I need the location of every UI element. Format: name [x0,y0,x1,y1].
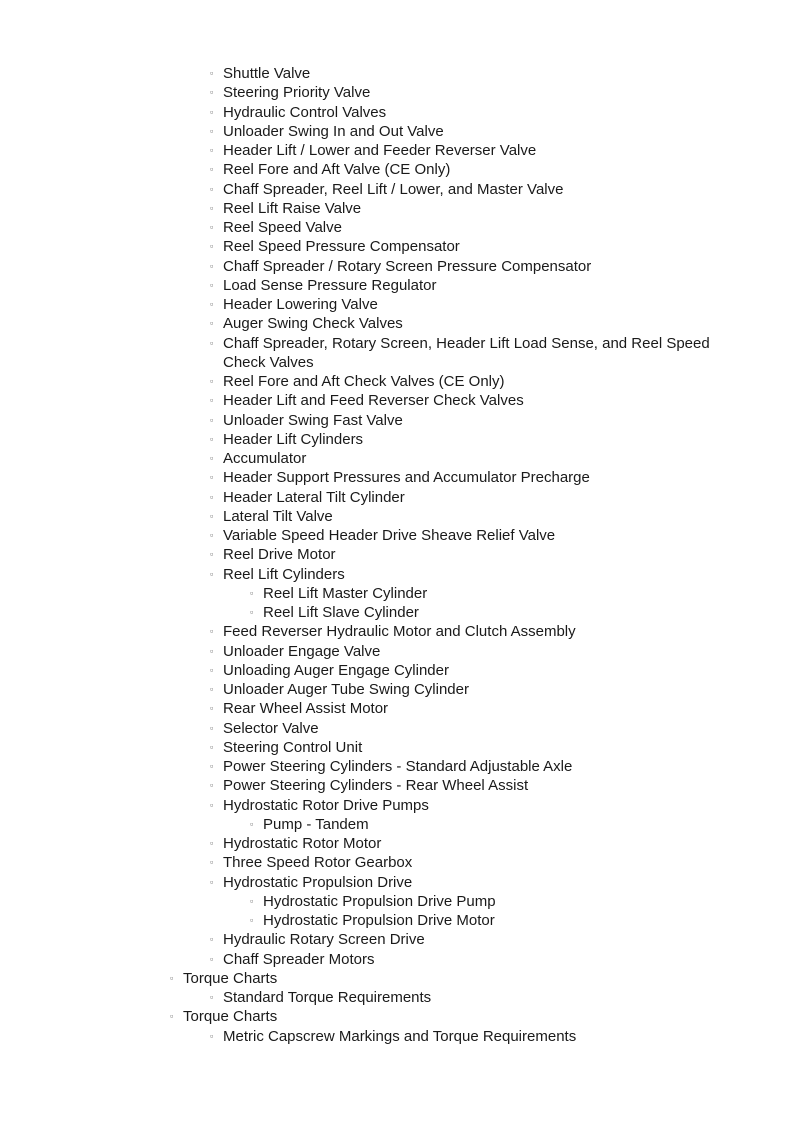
toc-entry-label: Header Lowering Valve [223,296,378,313]
list-bullet-icon: ▫ [210,145,214,155]
list-bullet-icon: ▫ [210,241,214,252]
toc-entry-label: Torque Charts [183,1008,278,1026]
toc-entry[interactable] [0,83,794,102]
toc-entry-label: Header Support Pressures and Accumulator Precharge [223,469,590,487]
toc-entry[interactable] [0,853,794,872]
toc-entry[interactable] [0,334,743,373]
toc-entry-label: Steering Control Unit [223,738,363,756]
list-bullet-icon: ▫ [210,684,214,694]
toc-entry-label: Torque Charts [183,969,278,987]
toc-entry[interactable] [0,950,794,969]
toc-entry-label: Header Lift and Feed Reverser Check Valves [223,392,524,410]
list-bullet-icon: ▫ [210,645,214,656]
toc-entry[interactable] [0,488,794,507]
list-bullet-icon: ▫ [250,587,254,598]
toc-entry-label: Hydraulic Rotary Screen Drive [223,931,425,949]
toc-entry-label: Hydrostatic Propulsion Drive Pump [263,892,496,910]
toc-entry[interactable] [0,64,794,83]
toc-entry[interactable] [0,642,794,661]
toc-entry-label: Hydrostatic Propulsion Drive Motor [263,912,495,929]
toc-entry[interactable] [0,276,794,295]
toc-entry[interactable] [0,969,794,988]
toc-entry-label: Unloader Swing Fast Valve [223,411,403,429]
list-bullet-icon: ▫ [210,414,214,425]
toc-entry-label: Hydrostatic Rotor Drive Pumps [223,796,429,814]
toc-entry[interactable] [0,526,794,545]
list-bullet-icon: ▫ [210,530,214,540]
toc-entry-label: Header Lift Cylinders [223,430,364,448]
toc-entry-label: Lateral Tilt Valve [223,507,333,525]
toc-entry[interactable] [0,565,794,584]
toc-entry-label: Reel Lift Raise Valve [223,199,362,217]
toc-entry-label: Unloader Engage Valve [223,642,381,660]
list-bullet-icon: ▫ [210,87,214,98]
toc-entry-label: Chaff Spreader / Rotary Screen Pressure Compensator [223,257,592,275]
list-bullet-icon: ▫ [210,780,214,791]
toc-entry-label: Chaff Spreader, Rotary Screen, Header Lift Load Sense, and Reel Speed Check Valves [223,334,710,371]
toc-entry-label: Reel Drive Motor [223,546,336,564]
toc-entry-label: Unloader Auger Tube Swing Cylinder [223,681,469,698]
toc-entry-label: Selector Valve [223,719,319,737]
toc-entry[interactable] [0,257,794,276]
toc-entry-label: Reel Lift Slave Cylinder [263,604,419,621]
list-bullet-icon: ▫ [210,453,214,463]
toc-entry-label: Auger Swing Check Valves [223,315,403,333]
list-bullet-icon: ▫ [210,664,214,675]
list-bullet-icon: ▫ [210,703,214,714]
toc-entry[interactable] [0,103,794,122]
toc-entry-label: Three Speed Rotor Gearbox [223,854,413,872]
list-bullet-icon: ▫ [210,164,214,175]
toc-entry[interactable] [0,411,794,430]
toc-entry[interactable] [0,141,794,160]
toc-entry[interactable] [0,661,794,680]
list-bullet-icon: ▫ [210,992,214,1002]
toc-entry-label: Chaff Spreader Motors [223,950,375,968]
list-bullet-icon: ▫ [210,838,214,848]
list-bullet-icon: ▫ [210,337,214,348]
list-bullet-icon: ▫ [210,299,214,309]
toc-entry-label: Variable Speed Header Drive Sheave Relief Valve [223,527,556,544]
list-bullet-icon: ▫ [210,183,214,194]
list-bullet-icon: ▫ [170,1011,174,1022]
list-bullet-icon: ▫ [210,68,214,78]
toc-entry[interactable] [0,1007,794,1026]
toc-entry[interactable] [0,873,794,892]
toc-entry[interactable] [0,468,794,487]
toc-entry-label: Reel Speed Valve [223,219,342,236]
toc-entry-label: Hydrostatic Rotor Motor [223,835,382,852]
list-bullet-icon: ▫ [210,857,214,868]
toc-entry-label: Reel Lift Cylinders [223,565,345,583]
toc-entry-label: Rear Wheel Assist Motor [223,700,389,718]
list-bullet-icon: ▫ [210,799,214,810]
list-bullet-icon: ▫ [210,260,214,271]
toc-entry-label: Reel Lift Master Cylinder [263,584,428,602]
toc-entry[interactable] [0,391,794,410]
toc-entry[interactable] [0,1027,794,1046]
toc-entry-label: Metric Capscrew Markings and Torque Requirements [223,1027,577,1045]
toc-entry[interactable] [0,430,794,449]
list-bullet-icon: ▫ [250,818,254,829]
toc-entry[interactable] [0,757,794,776]
list-bullet-icon: ▫ [210,395,214,406]
list-bullet-icon: ▫ [210,472,214,483]
toc-entry-label: Pump - Tandem [263,815,369,833]
list-bullet-icon: ▫ [210,1030,214,1041]
list-bullet-icon: ▫ [210,125,214,136]
toc-entry[interactable] [0,719,794,738]
toc-entry[interactable] [0,911,794,930]
toc-entry-label: Shuttle Valve [223,65,311,82]
list-bullet-icon: ▫ [210,433,214,444]
list-bullet-icon: ▫ [250,915,254,925]
list-bullet-icon: ▫ [210,549,214,560]
toc-entry[interactable] [0,892,794,911]
toc-entry-label: Standard Torque Requirements [223,989,432,1006]
list-bullet-icon: ▫ [210,510,214,521]
toc-entry[interactable] [0,372,794,391]
toc-entry-label: Accumulator [223,450,307,467]
toc-entry[interactable] [0,603,794,622]
toc-entry-label: Unloading Auger Engage Cylinder [223,661,449,679]
toc-entry-label: Feed Reverser Hydraulic Motor and Clutch Assembly [223,623,576,641]
list-bullet-icon: ▫ [210,222,214,232]
toc-entry[interactable] [0,314,794,333]
toc-entry[interactable] [0,738,794,757]
toc-entry[interactable] [0,545,794,564]
toc-entry[interactable] [0,988,794,1007]
list-bullet-icon: ▫ [210,626,214,637]
toc-entry[interactable] [0,815,794,834]
list-bullet-icon: ▫ [210,761,214,771]
toc-entry[interactable] [0,834,794,853]
toc-entry[interactable] [0,930,794,949]
toc-entry[interactable] [0,699,794,718]
list-bullet-icon: ▫ [210,722,214,733]
toc-entry[interactable] [0,122,794,141]
toc-entry[interactable] [0,199,794,218]
toc-entry[interactable] [0,680,794,699]
table-of-contents [0,64,794,1046]
toc-entry[interactable] [0,180,794,199]
list-bullet-icon: ▫ [210,953,214,964]
list-bullet-icon: ▫ [210,934,214,945]
toc-entry-label: Reel Fore and Aft Valve (CE Only) [223,161,451,179]
toc-entry-label: Hydrostatic Propulsion Drive [223,873,413,891]
toc-entry[interactable] [0,622,794,641]
list-bullet-icon: ▫ [210,491,214,502]
toc-entry[interactable] [0,584,794,603]
toc-entry[interactable] [0,160,794,179]
toc-entry[interactable] [0,449,794,468]
list-bullet-icon: ▫ [210,876,214,887]
list-bullet-icon: ▫ [170,972,174,983]
toc-entry-label: Unloader Swing In and Out Valve [223,122,444,140]
toc-entry-label: Header Lift / Lower and Feeder Reverser Valve [223,142,537,159]
list-bullet-icon: ▫ [250,895,254,906]
toc-entry-label: Power Steering Cylinders - Standard Adjustable Axle [223,758,573,775]
list-bullet-icon: ▫ [210,202,214,213]
list-bullet-icon: ▫ [250,607,254,617]
toc-entry[interactable] [0,776,794,795]
toc-entry-label: Load Sense Pressure Regulator [223,276,437,294]
toc-entry[interactable] [0,796,794,815]
toc-entry[interactable] [0,237,794,256]
list-bullet-icon: ▫ [210,279,214,290]
list-bullet-icon: ▫ [210,568,214,579]
list-bullet-icon: ▫ [210,741,214,752]
toc-entry-label: Reel Fore and Aft Check Valves (CE Only) [223,373,505,390]
toc-entry-label: Steering Priority Valve [223,84,371,102]
toc-entry[interactable] [0,507,794,526]
toc-entry-label: Chaff Spreader, Reel Lift / Lower, and Master Valve [223,180,564,198]
toc-entry-label: Header Lateral Tilt Cylinder [223,488,405,506]
toc-entry-label: Reel Speed Pressure Compensator [223,238,460,256]
list-bullet-icon: ▫ [210,106,214,117]
toc-entry-label: Hydraulic Control Valves [223,103,387,121]
toc-entry-label: Power Steering Cylinders - Rear Wheel Assist [223,777,529,795]
toc-entry[interactable] [0,218,794,237]
list-bullet-icon: ▫ [210,376,214,386]
list-bullet-icon: ▫ [210,318,214,329]
toc-entry[interactable] [0,295,794,314]
